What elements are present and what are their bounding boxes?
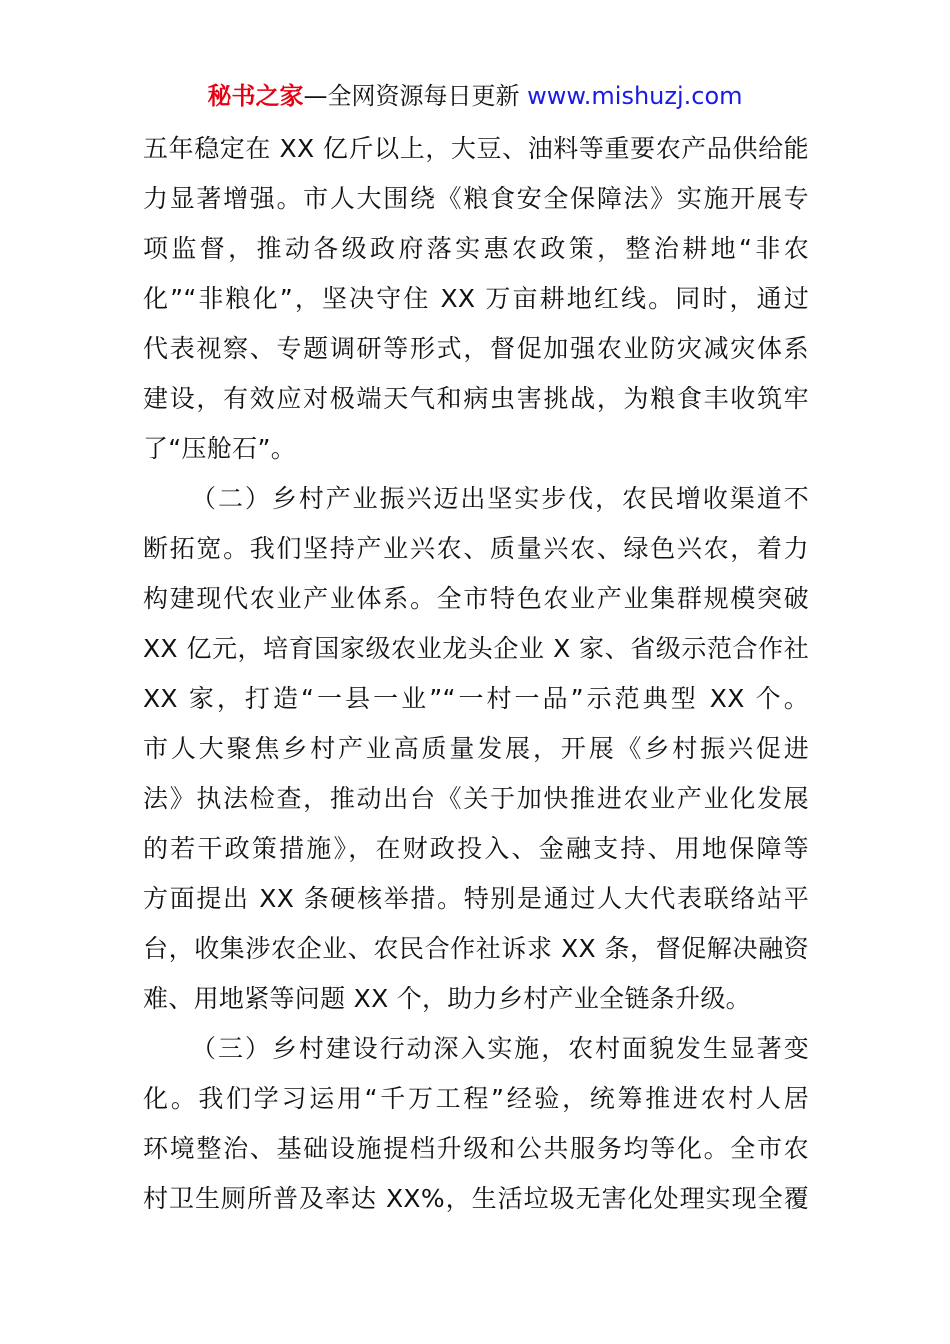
- document-body: [143, 124, 809, 1224]
- text-line: 台，收集涉农企业、农民合作社诉求 XX 条，督促解决融资: [143, 934, 809, 963]
- section-heading-line: （二）乡村产业振兴迈出坚实步伐，农民增收渠道不: [191, 484, 809, 513]
- text-line: 五年稳定在 XX 亿斤以上，大豆、油料等重要农产品供给能: [143, 134, 809, 163]
- text-line: 的若干政策措施》，在财政投入、金融支持、用地保障等: [143, 834, 809, 863]
- text-line: XX 家，打造“一县一业”“一村一品”示范典型 XX 个。: [143, 684, 809, 713]
- text-line: 市人大聚焦乡村产业高质量发展，开展《乡村振兴促进: [143, 734, 809, 763]
- site-link[interactable]: www.mishuzj.com: [527, 82, 743, 110]
- text-line: 力显著增强。市人大围绕《粮食安全保障法》实施开展专: [143, 184, 809, 213]
- text-line: 了“压舱石”。: [143, 434, 297, 463]
- text-line: 建设，有效应对极端天气和病虫害挑战，为粮食丰收筑牢: [143, 384, 809, 413]
- text-line: 代表视察、专题调研等形式，督促加强农业防灾减灾体系: [143, 334, 809, 363]
- text-line: 构建现代农业产业体系。全市特色农业产业集群规模突破: [143, 584, 809, 613]
- text-line: 难、用地紧等问题 XX 个，助力乡村产业全链条升级。: [143, 984, 751, 1013]
- text-line: 项监督，推动各级政府落实惠农政策，整治耕地“非农: [143, 234, 809, 263]
- header-tagline: —全网资源每日更新: [303, 82, 520, 110]
- text-line: 村卫生厕所普及率达 XX%，生活垃圾无害化处理实现全覆: [143, 1184, 809, 1213]
- text-line: 法》执法检查，推动出台《关于加快推进农业产业化发展: [143, 784, 809, 813]
- text-line: XX 亿元，培育国家级农业龙头企业 X 家、省级示范合作社: [143, 634, 809, 663]
- brand-name: 秘书之家: [207, 82, 304, 110]
- text-line: 环境整治、基础设施提档升级和公共服务均等化。全市农: [143, 1134, 809, 1163]
- text-line: 化”“非粮化”，坚决守住 XX 万亩耕地红线。同时，通过: [143, 284, 809, 313]
- text-line: 化。我们学习运用“千万工程”经验，统筹推进农村人居: [143, 1084, 809, 1113]
- page-header: [0, 80, 950, 112]
- section-heading-line: （三）乡村建设行动深入实施，农村面貌发生显著变: [191, 1034, 809, 1063]
- text-line: 断拓宽。我们坚持产业兴农、质量兴农、绿色兴农，着力: [143, 534, 809, 563]
- text-line: 方面提出 XX 条硬核举措。特别是通过人大代表联络站平: [143, 884, 809, 913]
